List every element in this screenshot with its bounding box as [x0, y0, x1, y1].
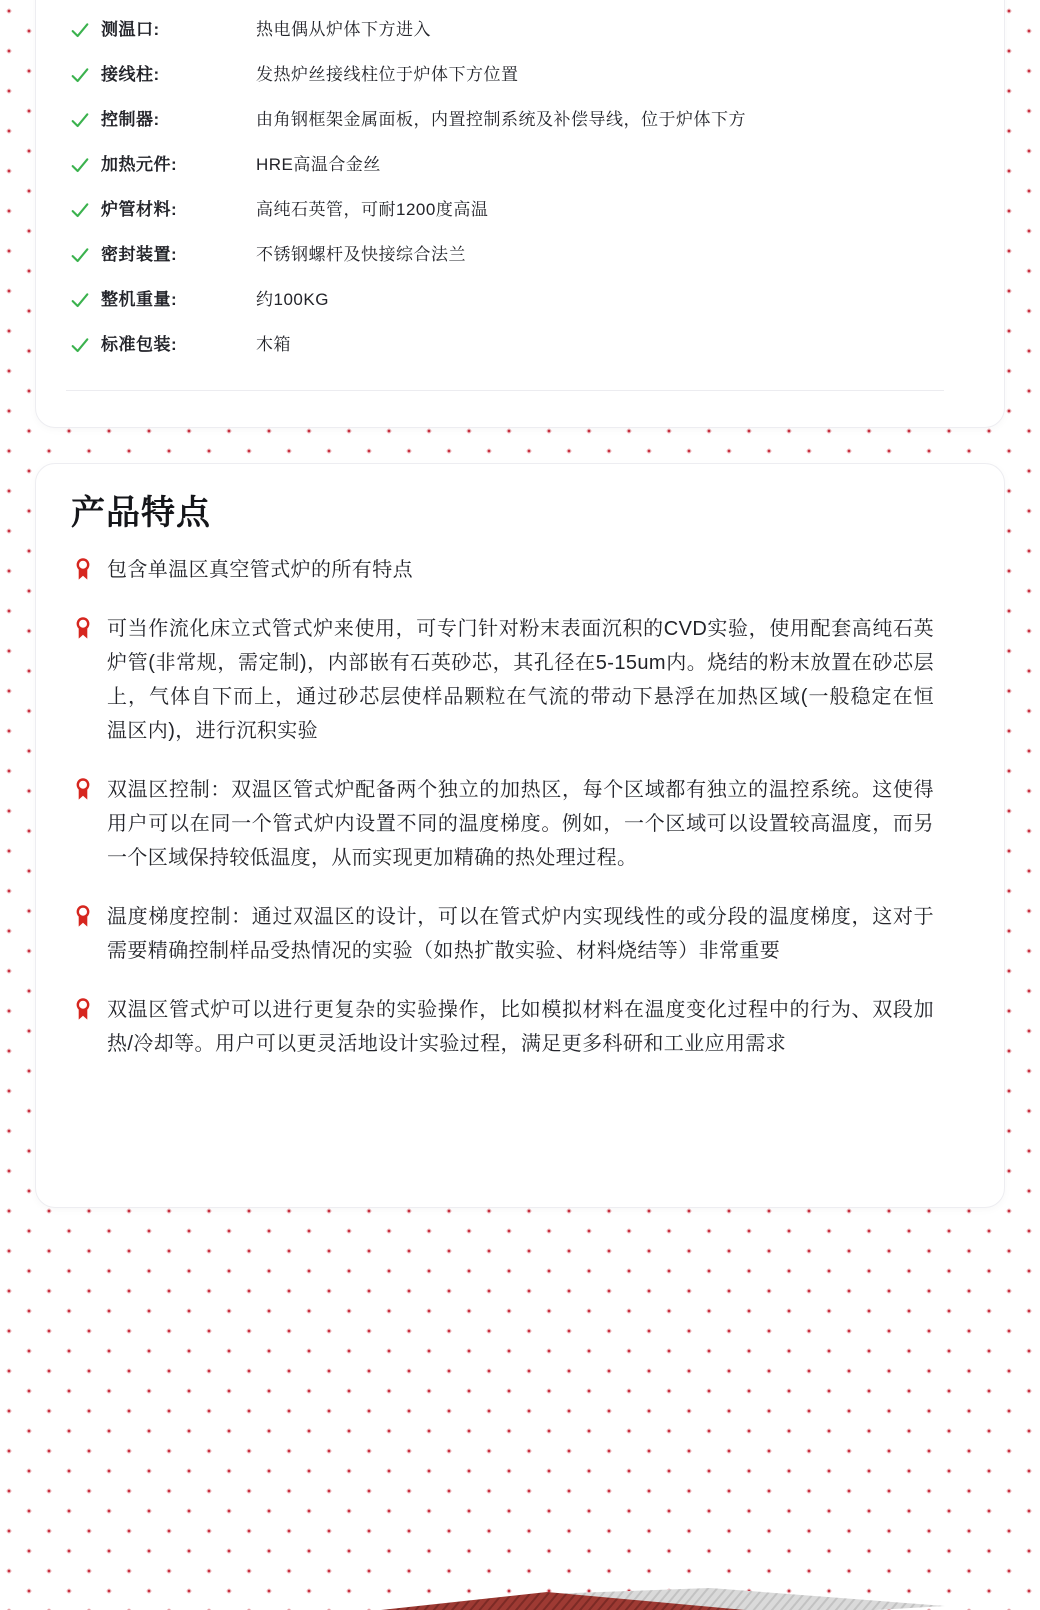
spec-row — [69, 198, 944, 221]
spec-row — [69, 108, 944, 131]
feature-item — [71, 900, 934, 968]
spec-row — [69, 333, 944, 356]
spec-label: 整机重量: — [101, 290, 178, 309]
spec-row — [69, 63, 944, 86]
feature-item — [71, 993, 934, 1061]
spec-value: 热电偶从炉体下方进入 — [256, 20, 431, 39]
spec-label: 控制器: — [101, 110, 160, 129]
feature-item — [71, 553, 934, 587]
spec-row — [69, 288, 944, 311]
spec-value: 木箱 — [256, 335, 291, 354]
check-icon — [69, 244, 91, 266]
spec-label: 接线柱: — [101, 65, 160, 84]
spec-label: 测温口: — [101, 20, 160, 39]
spec-label: 标准包装: — [101, 335, 178, 354]
award-ribbon-icon — [71, 904, 95, 929]
feature-list — [71, 553, 934, 1061]
check-icon — [69, 334, 91, 356]
check-icon — [69, 199, 91, 221]
spec-label: 炉管材料: — [101, 200, 178, 219]
spec-list — [69, 18, 944, 356]
award-ribbon-icon — [71, 997, 95, 1022]
feature-text: 可当作流化床立式管式炉来使用，可专门针对粉末表面沉积的CVD实验，使用配套高纯石英炉管(非常规，需定制)，内部嵌有石英砂芯，其孔径在5-15um内。烧结的粉末放置在砂芯层上，气体自下而上，通过砂芯层使样品颗粒在气流的带动下悬浮在加热区域(一般稳定在恒 温区内)，进行沉积实验 — [107, 618, 934, 742]
spec-row — [69, 18, 944, 41]
spec-row — [69, 153, 944, 176]
features-title: 产品特点 — [71, 494, 211, 532]
spec-label: 加热元件: — [101, 155, 178, 174]
furnace-product-image — [378, 1588, 953, 1610]
feature-item — [71, 773, 934, 875]
check-icon — [69, 154, 91, 176]
spec-value: 发热炉丝接线柱位于炉体下方位置 — [256, 65, 519, 84]
award-ribbon-icon — [71, 616, 95, 641]
spec-value: 由角钢框架金属面板，内置控制系统及补偿导线，位于炉体下方 — [256, 110, 746, 129]
feature-item — [71, 612, 934, 748]
spec-value: 高纯石英管，可耐1200度高温 — [256, 200, 489, 219]
spec-value: 不锈钢螺杆及快接综合法兰 — [256, 245, 466, 264]
check-icon — [69, 64, 91, 86]
divider — [66, 390, 944, 391]
check-icon — [69, 109, 91, 131]
check-icon — [69, 19, 91, 41]
spec-value: HRE高温合金丝 — [256, 155, 381, 174]
feature-text: 双温区管式炉可以进行更复杂的实验操作，比如模拟材料在温度变化过程中的行为、双段加热/冷却等。用户可以更灵活地设计实验过程，满足更多科研和工业应用需求 — [107, 999, 934, 1055]
specs-card — [35, 0, 1005, 428]
spec-row — [69, 243, 944, 266]
feature-text: 包含单温区真空管式炉的所有特点 — [107, 559, 413, 581]
feature-text: 温度梯度控制：通过双温区的设计，可以在管式炉内实现线性的或分段的温度梯度，这对于需要精确控制样品受热情况的实验（如热扩散实验、材料烧结等）非常重要 — [107, 906, 934, 962]
spec-value: 约100KG — [256, 290, 329, 309]
award-ribbon-icon — [71, 557, 95, 582]
spec-label: 密封装置: — [101, 245, 178, 264]
check-icon — [69, 289, 91, 311]
award-ribbon-icon — [71, 777, 95, 802]
feature-text: 双温区控制：双温区管式炉配备两个独立的加热区，每个区域都有独立的温控系统。这使得用户可以在同一个管式炉内设置不同的温度梯度。例如，一个区域可以设置较高温度，而另一个区域保持较低温度，从而实现更加精确的热处理过程。 — [107, 779, 934, 869]
features-card — [35, 463, 1005, 1208]
